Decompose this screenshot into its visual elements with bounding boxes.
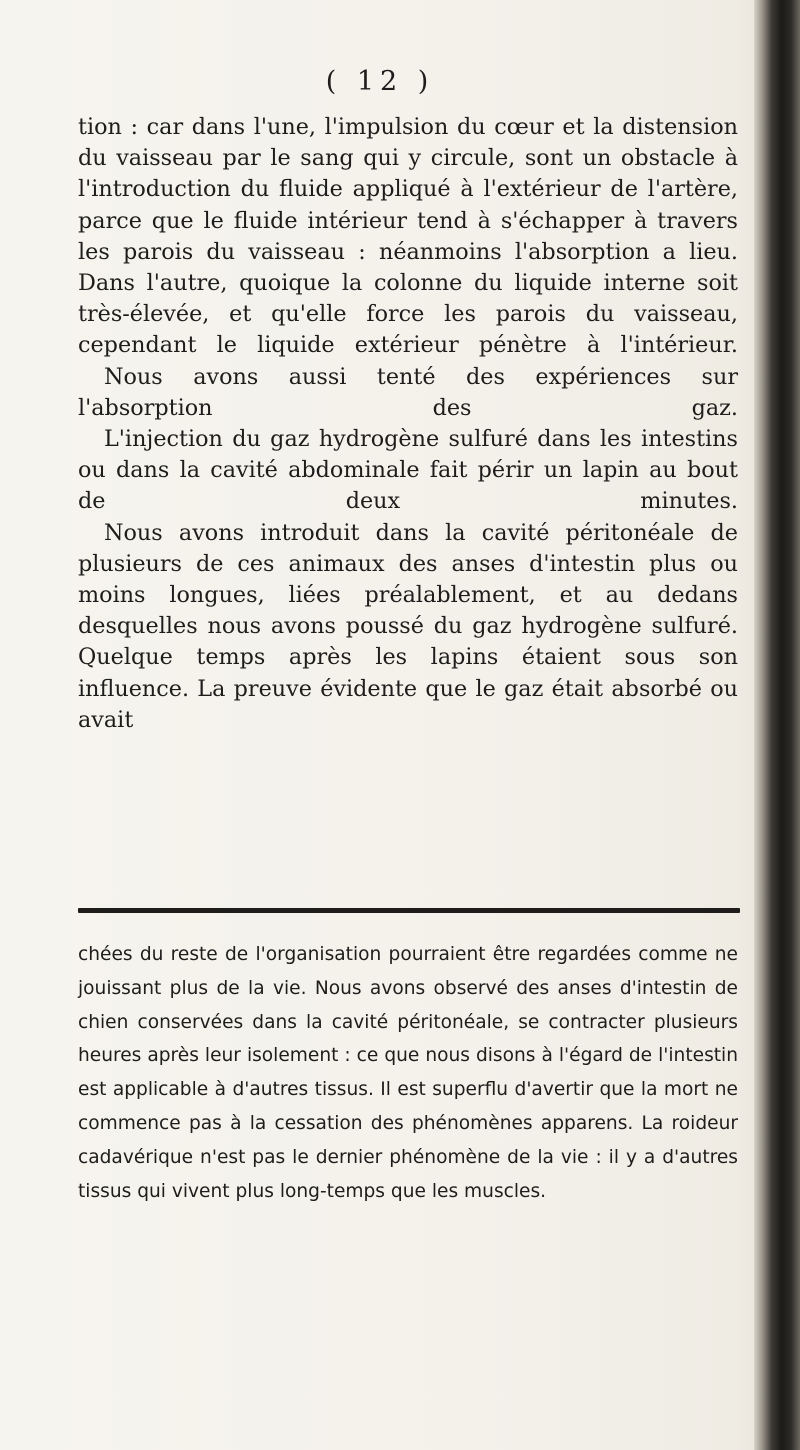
paragraph: Nous avons aussi tenté des expériences sur l'absorption des gaz. <box>78 363 738 421</box>
page-number: ( 12 ) <box>325 66 435 97</box>
section-divider <box>78 908 740 913</box>
paragraph: Nous avons introduit dans la cavité péritonéale de plusieurs de ces animaux des anses d'intestin plus ou moins longues, liées préalablement, et au dedans desquelles nous avons poussé du gaz hydrogène sulfuré. Quelque temps après les lapins étaient sous son influence. La preuve évidente que le gaz était absorbé ou avait <box>78 519 738 733</box>
paragraph: tion : car dans l'une, l'impulsion du cœur et la distension du vaisseau par le sang qui y circule, sont un obstacle à l'introduction du fluide appliqué à l'extérieur de l'artère, parce que le fluide intérieur tend à s'échapper à travers les parois du vaisseau : néanmoins l'absorption a lieu. Dans l'autre, quoique la colonne du liquide interne soit très-élevée, et qu'elle force les parois du vaisseau, cependant le liquide extérieur pénètre à l'intérieur. <box>78 114 738 359</box>
paragraph: chées du reste de l'organisation pourraient être regardées comme ne jouissant plus de la vie. Nous avons observé des anses d'intestin de chien conservées dans la cavité péritonéale, se contracter plusieurs heures après leur isolement : ce que nous disons à l'égard de l'intestin est applicable à d'autres tissus. Il est superflu d'avertir que la mort ne commence pas à la cessation des phénomènes apparens. La roideur cadavérique n'est pas le dernier phénomène de la vie : il y a d'autres tissus qui vivent plus long-temps que les muscles. <box>78 944 738 1202</box>
paragraph: L'injection du gaz hydrogène sulfuré dans les intestins ou dans la cavité abdominale fait périr un lapin au bout de deux minutes. <box>78 426 738 515</box>
book-spine-edge <box>754 0 800 1450</box>
upper-text-block <box>78 112 738 736</box>
lower-text-block <box>78 938 738 1208</box>
